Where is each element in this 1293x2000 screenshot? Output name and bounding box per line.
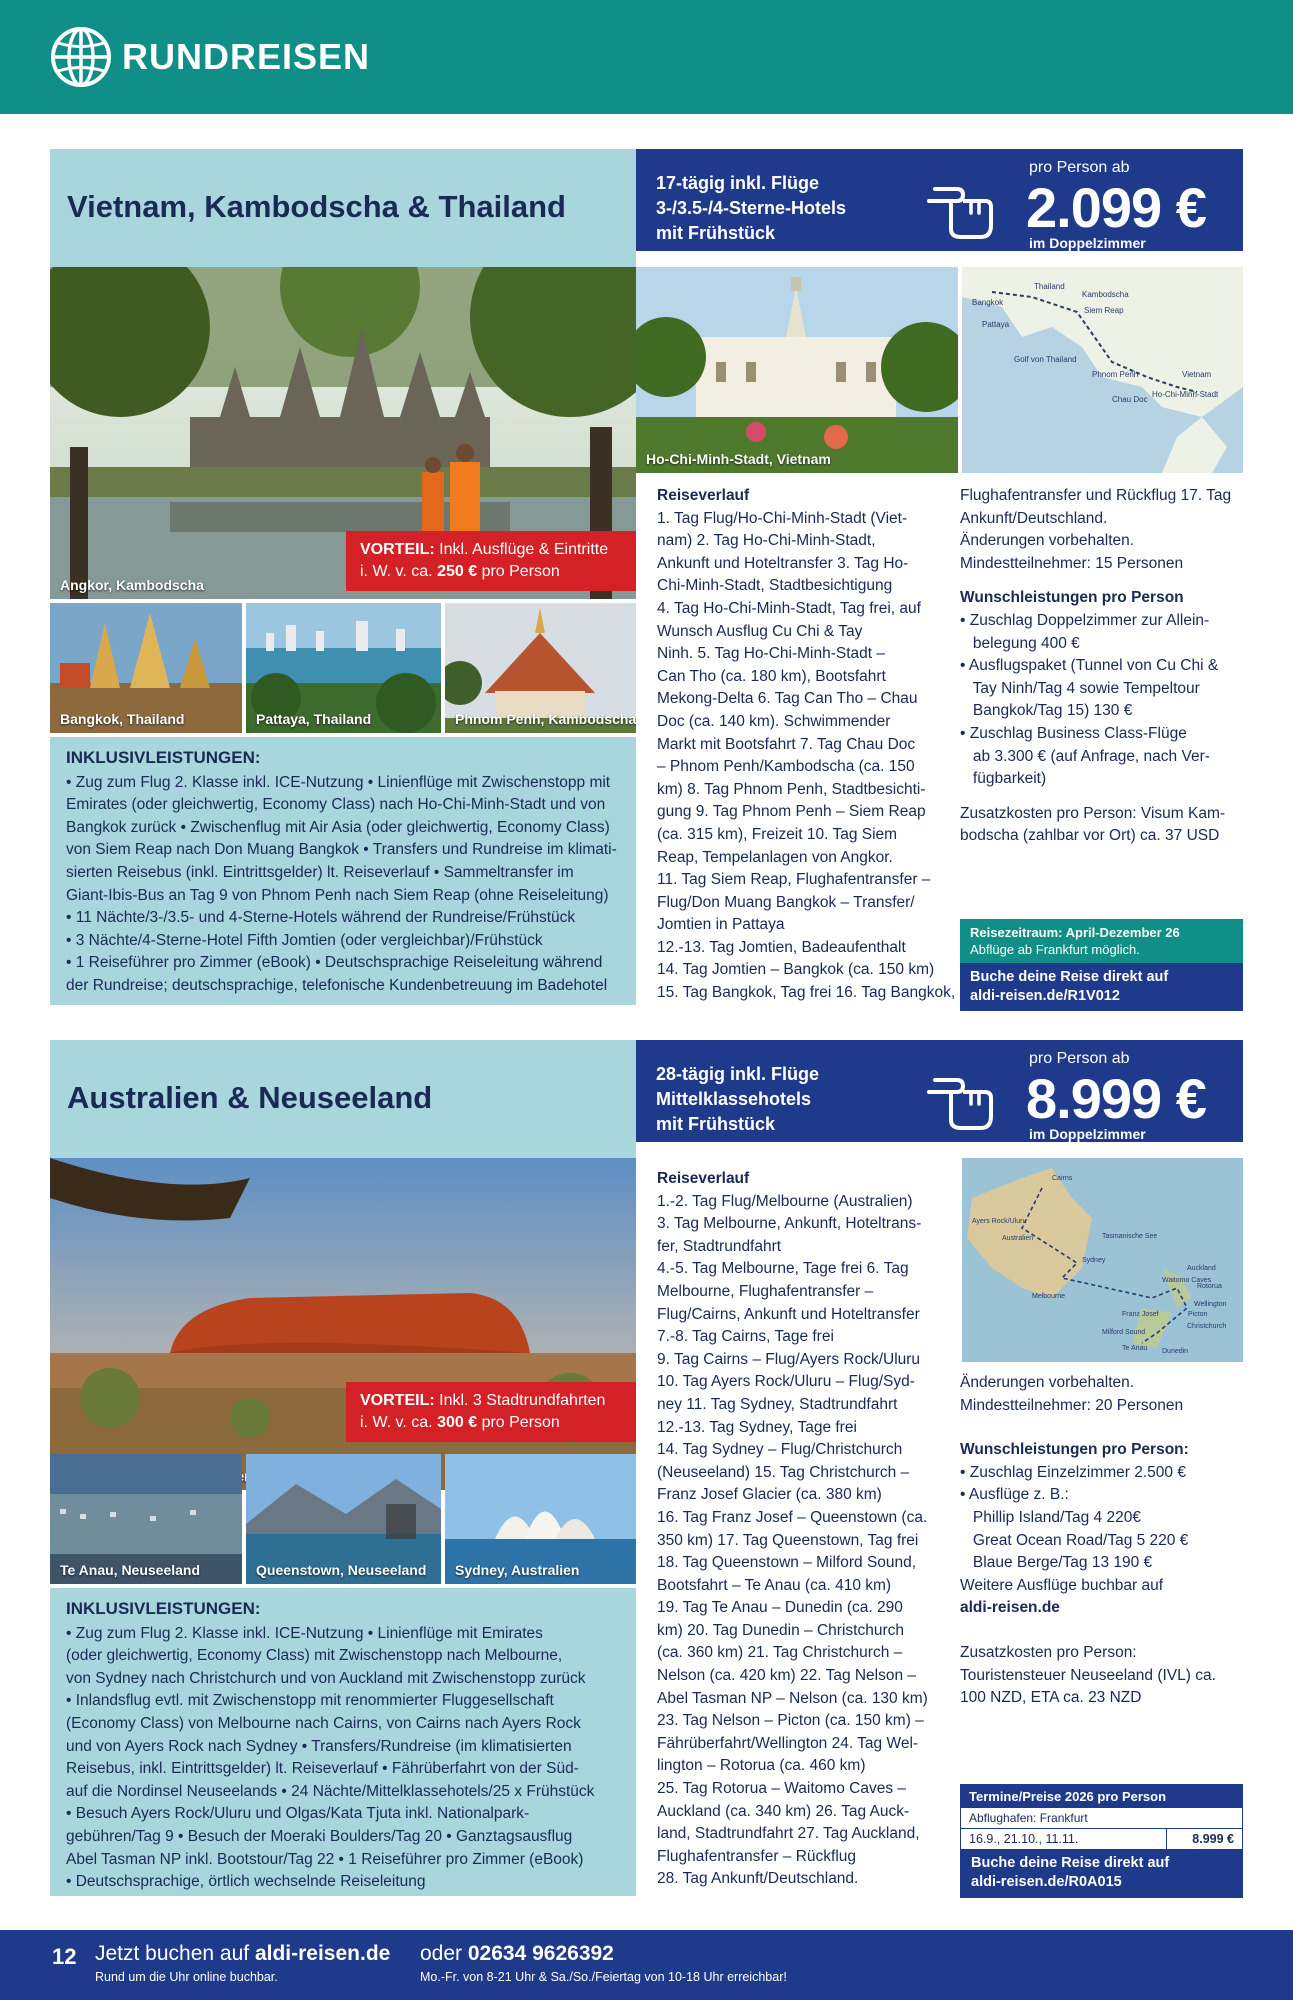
pointing-hand-icon (921, 1062, 997, 1132)
wunsch-heading: Wunschleistungen pro Person: (960, 1441, 1189, 1459)
photo-bangkok (50, 603, 242, 733)
footer-booking: Jetzt buchen auf aldi-reisen.de (95, 1942, 391, 1965)
offer-box (636, 1040, 1243, 1142)
price-suffix: im Doppelzimmer (1029, 235, 1146, 251)
header-bar (0, 0, 1293, 114)
footer-phone: oder 02634 9626392 (420, 1942, 614, 1965)
trip-features: 28-tägig inkl. Flüge Mittelklassehotels mit Frühstück (656, 1064, 820, 1134)
table-row: 16.9., 21.10., 11.11. 8.999 € (961, 1829, 1242, 1849)
price: 2.099 € (1026, 176, 1206, 239)
booking-link[interactable]: Buche deine Reise direkt auf aldi-reisen.de/R1V012 (960, 963, 1243, 1011)
termine-table (960, 1784, 1243, 1898)
route-map (962, 267, 1243, 473)
map-label: Melbourne (1032, 1293, 1066, 1300)
right-column: Flughafentransfer und Rückflug 17. Tag Ankunft/Deutschland. Änderungen vorbehalten. Mindestteilnehmer: 15 Personen Wunschleistungen pro Person • Zuschlag Doppelzimmer zur Allein- belegung 400 € • Ausflugspaket (Tunnel von Cu Chi & Tay Ninh/Tag 4 sowie Tempeltour Bangkok/Tag 15) 130 € • Zuschlag Business Class-Flüge ab 3.300 € (auf Anfrage, nach Ver- fügbarkeit) Zusatzkosten pro Person: Visum Kam- bodscha (zahlbar vor Ort) ca. 37 USD (960, 485, 1243, 848)
map-label: Waitomo Caves (1162, 1277, 1212, 1284)
booking-link[interactable]: Buche deine Reise direkt auf aldi-reisen.de/R0A015 (961, 1849, 1242, 1897)
map-label: Kambodscha (1082, 290, 1129, 299)
price-prefix: pro Person ab (1029, 1050, 1130, 1067)
photo-caption: Angkor, Kambodscha (60, 577, 204, 593)
inklusivleistungen: INKLUSIVLEISTUNGEN: • Zug zum Flug 2. Klasse inkl. ICE-Nutzung • Linienflüge mit Emirates (oder gleichwertig, Economy Class) mit Zwischenstopp nach Melbourne, von Sydney nach Christchurch und von Auckland mit Zwischenstopp zurück • Inlandsflug evtl. mit Zwischenstopp mit renommierter Fluggesellschaft (Economy Class) von Melbourne nach Cairns, von Cairns nach Ayers Rock und von Ayers Rock nach Sydney • Transfers/Rundreise (im klimatisierten Reisebus, inkl. Eintrittsgelder) lt. Reiseverlauf • Fährüberfahrt von der Süd- auf die Nordinsel Neuseelands • 24 Nächte/Mittelklassehotels/25 x Frühstück • Besuch Ayers Rock/Uluru und Olgas/Kata Tjuta inkl. Nationalpark- gebühren/Tag 9 • Besuch der Moeraki Boulders/Tag 20 • Ganztagsausflug Abel Tasman NP inkl. Bootstour/Tag 22 • 1 Reiseführer pro Zimmer (eBook) • Deutschsprachige, örtlich wechselnde Reiseleitung (50, 1588, 636, 1896)
map-label: Tasmanische See (1102, 1233, 1158, 1240)
map-label: Ho-Chi-Minh-Stadt (1152, 390, 1219, 399)
map-label: Siem Reap (1084, 306, 1124, 315)
wunsch-heading: Wunschleistungen pro Person (960, 589, 1184, 607)
map-label: Vietnam (1182, 370, 1212, 379)
vorteil-badge: VORTEIL: Inkl. 3 Stadtrundfahrten i. W. v. ca. 300 € pro Person (346, 1382, 636, 1442)
photo-caption: Phnom Penh, Kambodscha (455, 711, 636, 727)
footer-phone-sub: Mo.-Fr. von 8-21 Uhr & Sa./So./Feiertag von 10-18 Uhr erreichbar! (420, 1970, 787, 1984)
map-label: Auckland (1187, 1265, 1216, 1272)
photo-pattaya (246, 603, 441, 733)
map-label: Golf von Thailand (1014, 355, 1077, 364)
footer-bar (0, 1930, 1293, 2000)
footer-site-link[interactable]: aldi-reisen.de (254, 1942, 391, 1965)
trip-australien (50, 1040, 1243, 1896)
vorteil-badge: VORTEIL: Inkl. Ausflüge & Eintritte i. W. v. ca. 250 € pro Person (346, 531, 636, 591)
offer-box (636, 149, 1243, 251)
map-label: Milford Sound (1102, 1329, 1146, 1336)
map-label: Chau Doc (1112, 395, 1148, 404)
right-column: Änderungen vorbehalten. Mindestteilnehmer: 20 Personen Wunschleistungen pro Person: • Zuschlag Einzelzimmer 2.500 € • Ausflüge z. B.: Phillip Island/Tag 4 220€ Great Ocean Road/Tag 5 220 € Blaue Berge/Tag 13 190 € Weitere Ausflüge buchbar auf aldi-reisen.de Zusatzkosten pro Person: Touristensteuer Neuseeland (IVL) ca. 100 NZD, ETA ca. 23 NZD (960, 1372, 1243, 1710)
aldi-reisen-link[interactable]: aldi-reisen.de (960, 1599, 1060, 1617)
termine-heading: Termine/Preise 2026 pro Person (961, 1785, 1242, 1808)
photo-caption: Ho-Chi-Minh-Stadt, Vietnam (646, 451, 831, 467)
trip-features: 17-tägig inkl. Flüge 3-/3.5-/4-Sterne-Hotels mit Frühstück (656, 173, 847, 243)
price-suffix: im Doppelzimmer (1029, 1126, 1146, 1142)
booking-box (960, 919, 1243, 1011)
map-label: Bangkok (972, 298, 1004, 307)
page-number: 12 (52, 1944, 77, 1969)
reiseverlauf: Reiseverlauf 1.-2. Tag Flug/Melbourne (Australien) 3. Tag Melbourne, Ankunft, Hoteltrans- fer, Stadtrundfahrt 4.-5. Tag Melbourne, Tage frei 6. Tag Melbourne, Flughafentransfer – Flug/Cairns, Ankunft und Hoteltransfer 7.-8. Tag Cairns, Tage frei 9. Tag Cairns – Flug/Ayers Rock/Uluru 10. Tag Ayers Rock/Uluru – Flug/Syd- ney 11. Tag Sydney, Stadtrundfahrt 12.-13. Tag Sydney, Tage frei 14. Tag Sydney – Flug/Christchurch (Neuseeland) 15. Tag Christchurch – Franz Josef Glacier (ca. 380 km) 16. Tag Franz Josef – Queenstown (ca. 350 km) 17. Tag Queenstown, Tag frei 18. Tag Queenstown – Milford Sound, Bootsfahrt – Te Anau (ca. 410 km) 19. Tag Te Anau – Dunedin (ca. 290 km) 20. Tag Dunedin – Christchurch (ca. 360 km) 21. Tag Christchurch – Nelson (ca. 420 km) 22. Tag Nelson – Abel Tasman NP – Nelson (ca. 130 km) 23. Tag Nelson – Picton (ca. 150 km) – Fährüberfahrt/Wellington 24. Tag Wel- lington – Rotorua (ca. 460 km) 25. Tag Rotorua – Waitomo Caves – Auckland (ca. 340 km) 26. Tag Auck- land, Stadtrundfahrt 27. Tag Auckland, Flughafentransfer – Rückflug 28. Tag Ankunft/Deutschland. (657, 1170, 928, 1888)
trip-vietnam (50, 149, 1243, 1005)
map-label: Picton (1188, 1311, 1208, 1318)
photo-sydney (445, 1454, 636, 1584)
map-label: Ayers Rock/Uluru (972, 1218, 1027, 1225)
map-label: Franz Josef (1122, 1311, 1159, 1318)
pointing-hand-icon (921, 171, 997, 241)
globe-icon (50, 26, 112, 88)
map-label: Phnom Penh (1092, 370, 1139, 379)
map-label: Pattaya (982, 320, 1010, 329)
footer-booking-sub: Rund um die Uhr online buchbar. (95, 1970, 278, 1984)
trip-title: Vietnam, Kambodscha & Thailand (67, 189, 566, 224)
trip-title: Australien & Neuseeland (67, 1080, 433, 1115)
photo-te-anau (50, 1454, 242, 1584)
map-label: Wellington (1194, 1301, 1227, 1308)
price: 8.999 € (1026, 1067, 1206, 1130)
section-title: RUNDREISEN (122, 36, 371, 77)
inklusiv-heading: INKLUSIVLEISTUNGEN: (66, 1599, 261, 1618)
phone-number[interactable]: 02634 9626392 (467, 1942, 614, 1965)
photo-caption: Pattaya, Thailand (256, 711, 372, 727)
map-label: Cairns (1052, 1175, 1073, 1182)
trip-title-box (50, 1040, 636, 1158)
photo-caption: Queenstown, Neuseeland (256, 1562, 427, 1578)
map-label: Sydney (1082, 1257, 1106, 1264)
map-label: Te Anau (1122, 1345, 1148, 1352)
termine-abflughafen: Abflughafen: Frankfurt (961, 1808, 1242, 1829)
photo-phnom-penh (445, 603, 636, 733)
map-label: Australien (1002, 1235, 1034, 1242)
photo-caption: Sydney, Australien (455, 1562, 580, 1578)
photo-ho-chi-minh (636, 267, 958, 473)
route-map (962, 1158, 1243, 1362)
map-label: Christchurch (1187, 1323, 1227, 1330)
map-label: Dunedin (1162, 1348, 1189, 1355)
inklusivleistungen: INKLUSIVLEISTUNGEN: • Zug zum Flug 2. Klasse inkl. ICE-Nutzung • Linienflüge mit Zwischenstopp mit Emirates (oder gleichwertig, Economy Class) nach Ho-Chi-Minh-Stadt und von Bangkok zurück • Zwischenflug mit Air Asia (oder gleichwertig, Economy Class) von Siem Reap nach Don Muang Bangkok • Transfers und Rundreise im klimati- sierten Reisebus (inkl. Eintrittsgelder) lt. Reiseverlauf • Sammeltransfer im Giant-Ibis-Bus an Tag 9 von Phnom Penh nach Siem Reap (ohne Reiseleitung) • 11 Nächte/3-/3.5- und 4-Sterne-Hotels während der Rundreise/Frühstück • 3 Nächte/4-Sterne-Hotel Fifth Jomtien (oder vergleichbar)/Frühstück • 1 Reiseführer pro Zimmer (eBook) • Deutschsprachige Reiseleitung während der Rundreise; deutschsprachige, telefonische Kundenbetreuung im Badehotel (50, 737, 636, 1005)
trip-title-box (50, 149, 636, 267)
map-label: Rotorua (1197, 1283, 1222, 1290)
reisezeitraum: Reisezeitraum: April-Dezember 26 Abflüge ab Frankfurt möglich. (960, 919, 1243, 963)
price-prefix: pro Person ab (1029, 159, 1130, 176)
photo-caption: Bangkok, Thailand (60, 711, 185, 727)
photo-queenstown (246, 1454, 441, 1584)
reiseverlauf: Reiseverlauf 1. Tag Flug/Ho-Chi-Minh-Stadt (Viet- nam) 2. Tag Ho-Chi-Minh-Stadt, Ankunft und Hoteltransfer 3. Tag Ho- Chi-Minh-Stadt, Stadtbesichtigung 4. Tag Ho-Chi-Minh-Stadt, Tag frei, auf Wunsch Ausflug Cu Chi & Tay Ninh. 5. Tag Ho-Chi-Minh-Stadt – Can Tho (ca. 180 km), Bootsfahrt Mekong-Delta 6. Tag Can Tho – Chau Doc (ca. 140 km). Schwimmender Markt mit Bootsfahrt 7. Tag Chau Doc – Phnom Penh/Kambodscha (ca. 150 km) 8. Tag Phnom Penh, Stadtbesichti- gung 9. Tag Phnom Penh – Siem Reap (ca. 315 km), Freizeit 10. Tag Siem Reap, Tempelanlagen von Angkor. 11. Tag Siem Reap, Flughafentransfer – Flug/Don Muang Bangkok – Transfer/ Jomtien in Pattaya 12.-13. Tag Jomtien, Badeaufenthalt 14. Tag Jomtien – Bangkok (ca. 150 km) 15. Tag Bangkok, Tag frei 16. Tag Bangkok, (657, 487, 956, 1002)
inklusiv-heading: INKLUSIVLEISTUNGEN: (66, 748, 261, 767)
map-label: Thailand (1034, 282, 1065, 291)
photo-caption: Te Anau, Neuseeland (60, 1562, 201, 1578)
